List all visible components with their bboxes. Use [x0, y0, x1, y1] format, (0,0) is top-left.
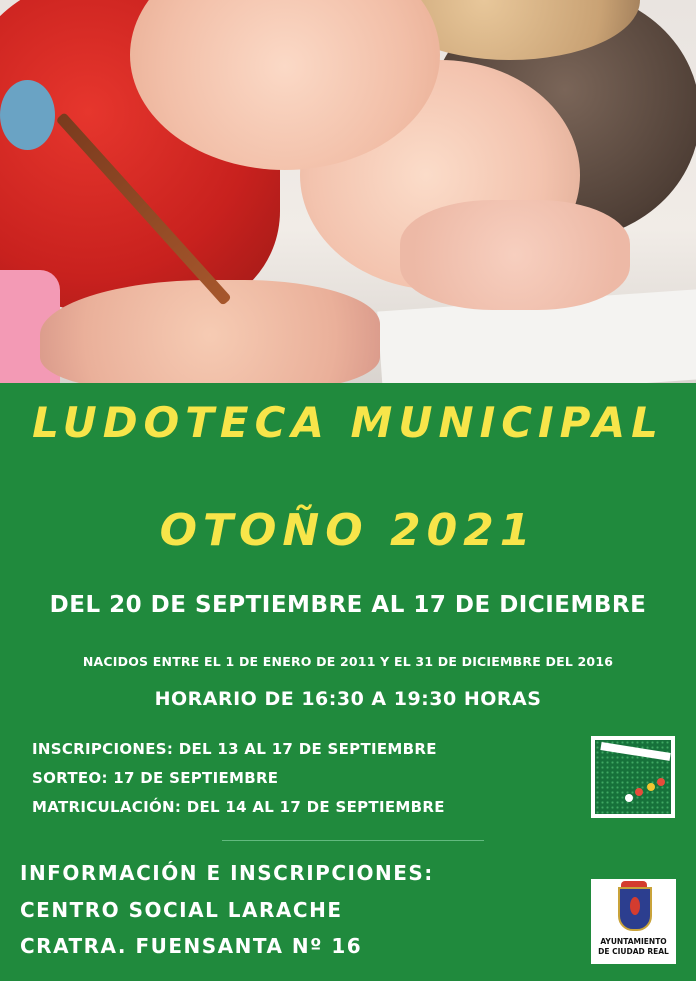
ludoteca-figure-yellow	[647, 783, 655, 791]
photo-girl-hand	[40, 280, 380, 383]
photo-child-hands	[400, 200, 630, 310]
ciudad-real-label: DE CIUDAD REAL	[598, 947, 669, 956]
info-location: CENTRO SOCIAL LARACHE	[20, 898, 343, 922]
matriculacion-dates: MATRICULACIÓN: DEL 14 AL 17 DE SEPTIEMBRE	[32, 798, 445, 816]
ludoteca-figure-white	[625, 794, 633, 802]
sorteo-date: SORTEO: 17 DE SEPTIEMBRE	[32, 769, 279, 787]
crest-emblem	[630, 897, 640, 915]
date-range: DEL 20 DE SEPTIEMBRE AL 17 DE DICIEMBRE	[49, 592, 647, 618]
children-drawing-photo	[0, 0, 696, 383]
poster-title: LUDOTECA MUNICIPAL	[32, 398, 664, 447]
schedule-hours: HORARIO DE 16:30 A 19:30 HORAS	[154, 688, 542, 710]
crest-shield	[618, 887, 652, 931]
info-address: CRATRA. FUENSANTA Nº 16	[20, 934, 363, 958]
section-divider	[222, 840, 484, 841]
inscripciones-dates: INSCRIPCIONES: DEL 13 AL 17 DE SEPTIEMBRE	[32, 740, 437, 758]
ayuntamiento-label: AYUNTAMIENTO	[600, 937, 667, 946]
ayuntamiento-crest-icon	[591, 879, 676, 964]
info-heading: INFORMACIÓN E INSCRIPCIONES:	[20, 861, 434, 885]
poster-subtitle-season: OTOÑO 2021	[159, 505, 537, 556]
birth-range: NACIDOS ENTRE EL 1 DE ENERO DE 2011 Y EL 31 DE DICIEMBRE DEL 2016	[82, 654, 614, 669]
ludoteca-figure-red-2	[657, 778, 665, 786]
ludoteca-logo-icon	[591, 736, 675, 818]
ludoteca-figure-red	[635, 788, 643, 796]
photo-teddy-patch	[0, 80, 55, 150]
